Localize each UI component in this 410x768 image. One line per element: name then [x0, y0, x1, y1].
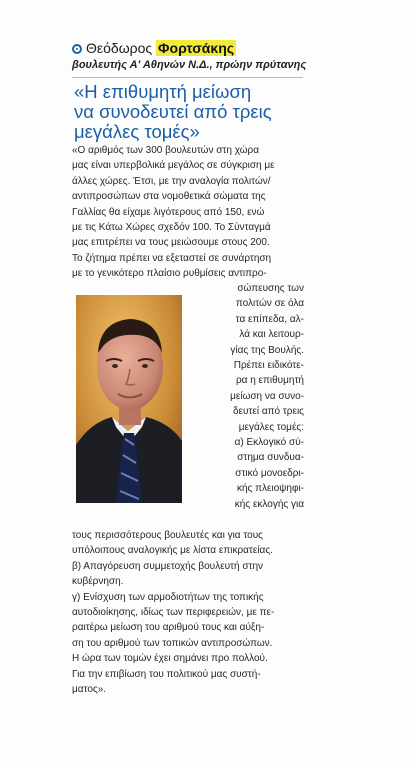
body-text-line: στικό μονοεδρι- — [235, 467, 304, 479]
body-text-line: ραιτέρω μείωση του αριθμού τους και αύξη- — [72, 622, 265, 634]
body-text-line: τους περισσότερους βουλευτές και για τους — [72, 530, 264, 541]
body-text-line: στημα συνδυα- — [237, 452, 304, 464]
body-text-line: υπόλοιπους αναλογικής με λίστα επικρατείας. — [72, 545, 273, 557]
author-byline — [72, 40, 236, 56]
body-text-line: ση του αριθμού των τοπικών αντιπροσώπων. — [72, 637, 273, 649]
headline-line: «Η επιθυμητή μείωση — [74, 81, 252, 102]
body-text-line: μεγάλες τομές: — [238, 421, 304, 433]
body-text-line: Η ώρα των τομών έχει σημάνει προ πολλού. — [72, 653, 268, 665]
portrait-illustration — [76, 295, 182, 503]
body-text-line: λά και λειτουρ- — [239, 329, 304, 341]
body-text-line: ματος». — [72, 684, 107, 696]
author-surname: Φορτσάκης — [158, 40, 235, 56]
body-text-top — [72, 143, 304, 282]
body-text-bottom — [72, 528, 304, 697]
body-text-line: μας επιτρέπει να τους μειώσουμε στους 200. — [72, 237, 270, 249]
body-text-line: με τις Κάτω Χώρες σχεδόν 100. Το Σύνταγμά — [72, 222, 271, 234]
body-text-line: γ) Ενίσχυση των αρμοδιοτήτων της τοπικής — [72, 591, 264, 603]
body-text-line: μας είναι υπερβολικά μεγάλος σε σύγκριση με — [72, 160, 275, 172]
body-text-line: κής πλειοψηφι- — [236, 483, 304, 495]
body-text-line: β) Απαγόρευση συμμετοχής βουλευτή στην — [72, 560, 264, 572]
body-text-line: γίας της Βουλής. — [230, 344, 304, 356]
body-text-line: Γαλλίας θα είχαμε λιγότερους από 150, ενώ — [72, 206, 265, 218]
body-text-line: πολιτών σε όλα — [235, 298, 304, 310]
body-text-line: με το γενικότερο πλαίσιο ρυθμίσεις αντιπρο- — [72, 268, 267, 280]
body-text-line: ρα η επιθυμητή — [235, 375, 304, 387]
body-text-line: αυτοδιοίκησης, ιδίως των περιφερειών, με πε- — [72, 607, 275, 619]
body-text-line: δευτεί από τρεις — [232, 406, 304, 418]
author-portrait-photo — [76, 295, 182, 503]
headline — [74, 82, 302, 142]
body-text-line: κής εκλογής για — [234, 498, 304, 510]
body-text-line: κυβέρνηση. — [72, 576, 124, 588]
body-text-wrap — [188, 281, 304, 512]
divider — [72, 77, 303, 78]
body-text-line: άλλες χώρες. Έτσι, με την αναλογία πολιτών/ — [72, 175, 271, 187]
body-text-line: «Ο αριθμός των 300 βουλευτών στη χώρα — [72, 145, 259, 156]
headline-line: μεγάλες τομές» — [74, 121, 200, 142]
body-text-line: τα επίπεδα, αλ- — [235, 313, 304, 325]
body-text-line: Πρέπει ειδικότε- — [233, 360, 304, 372]
bullseye-bullet-icon — [72, 44, 82, 54]
headline-line: να συνοδευτεί από τρεις — [74, 101, 272, 122]
body-text-line: α) Εκλογικό σύ- — [234, 437, 304, 449]
body-text-line: αντιπροσώπων στα νομοθετικά σώματα της — [72, 191, 266, 203]
author-first-name: Θεόδωρος — [86, 40, 153, 56]
body-text-line: σώπευσης των — [237, 283, 304, 294]
body-text-line: Το ζήτημα πρέπει να εξεταστεί σε συνάρτηση — [72, 252, 272, 264]
author-role: βουλευτής Α' Αθηνών Ν.Δ., πρώην πρύτανης — [72, 59, 307, 71]
body-text-line: Για την επιβίωση του πολιτικού μας συστή- — [72, 668, 261, 680]
body-text-line: μείωση να συνο- — [230, 390, 304, 402]
